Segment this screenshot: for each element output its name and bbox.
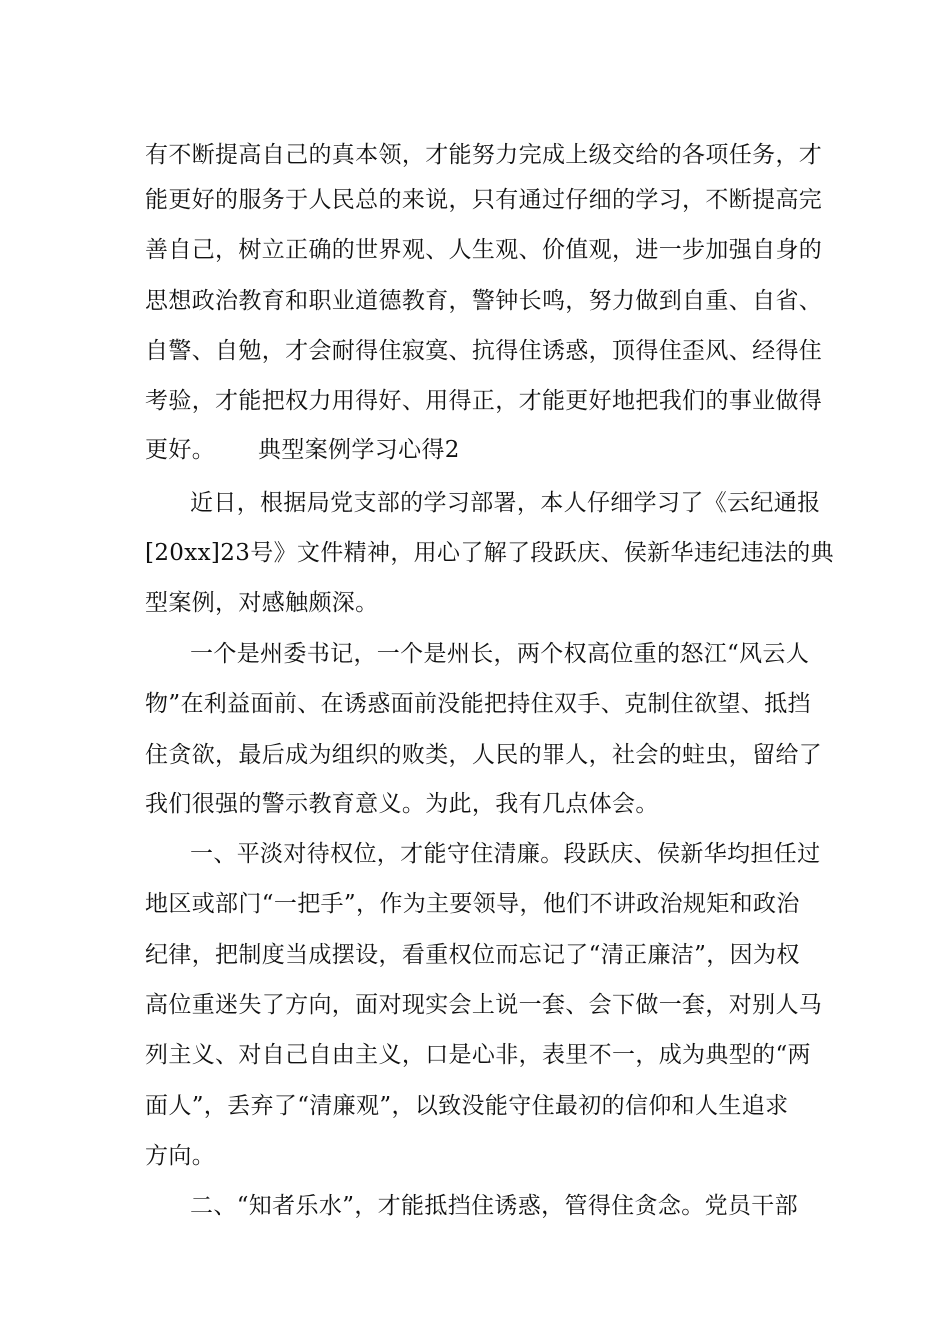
text-line: 纪律，把制度当成摆设，看重权位而忘记了“清正廉洁”，因为权 <box>145 942 800 968</box>
text-line: 自警、自勉，才会耐得住寂寞、抗得住诱惑，顶得住歪风、经得住 <box>145 338 823 364</box>
text-line: 更好。 <box>145 437 216 463</box>
text-line: 住贪欲，最后成为组织的败类，人民的罪人，社会的蛀虫，留给了 <box>145 742 823 768</box>
text-line: [20xx]23号》文件精神，用心了解了段跃庆、侯新华违纪违法的典 <box>145 540 834 566</box>
text-line: 方向。 <box>145 1143 216 1169</box>
text-line: 有不断提高自己的真本领，才能努力完成上级交给的各项任务，才 <box>145 142 823 168</box>
text-line: 面人”，丢弃了“清廉观”，以致没能守住最初的信仰和人生追求 <box>145 1093 789 1119</box>
text-line: 物”在利益面前、在诱惑面前没能把持住双手、克制住欲望、抵挡 <box>145 691 811 717</box>
paragraph-first-line: 一个是州委书记，一个是州长，两个权高位重的怒江“风云人 <box>190 641 810 667</box>
text-line: 能更好的服务于人民总的来说，只有通过仔细的学习，不断提高完 <box>145 187 823 213</box>
text-line-with-heading <box>145 430 810 470</box>
paragraph-first-line: 二、“知者乐水”，才能抵挡住诱惑，管得住贪念。党员干部 <box>190 1193 798 1219</box>
text-line: 地区或部门“一把手”，作为主要领导，他们不讲政治规矩和政治 <box>145 891 800 917</box>
text-line: 列主义、对自己自由主义，口是心非，表里不一，成为典型的“两 <box>145 1042 811 1068</box>
section-title: 典型案例学习心得2 <box>258 437 460 463</box>
text-line: 思想政治教育和职业道德教育，警钟长鸣，努力做到自重、自省、 <box>145 288 823 314</box>
paragraph-first-line: 近日，根据局党支部的学习部署，本人仔细学习了《云纪通报 <box>190 490 821 516</box>
text-line: 我们很强的警示教育意义。为此，我有几点体会。 <box>145 791 659 817</box>
text-line: 型案例，对感触颇深。 <box>145 590 379 616</box>
text-line: 善自己，树立正确的世界观、人生观、价值观，进一步加强自身的 <box>145 237 823 263</box>
text-line: 考验，才能把权力用得好、用得正，才能更好地把我们的事业做得 <box>145 388 823 414</box>
text-line: 高位重迷失了方向，面对现实会上说一套、会下做一套，对别人马 <box>145 992 823 1018</box>
paragraph-first-line: 一、平淡对待权位，才能守住清廉。段跃庆、侯新华均担任过 <box>190 841 821 867</box>
